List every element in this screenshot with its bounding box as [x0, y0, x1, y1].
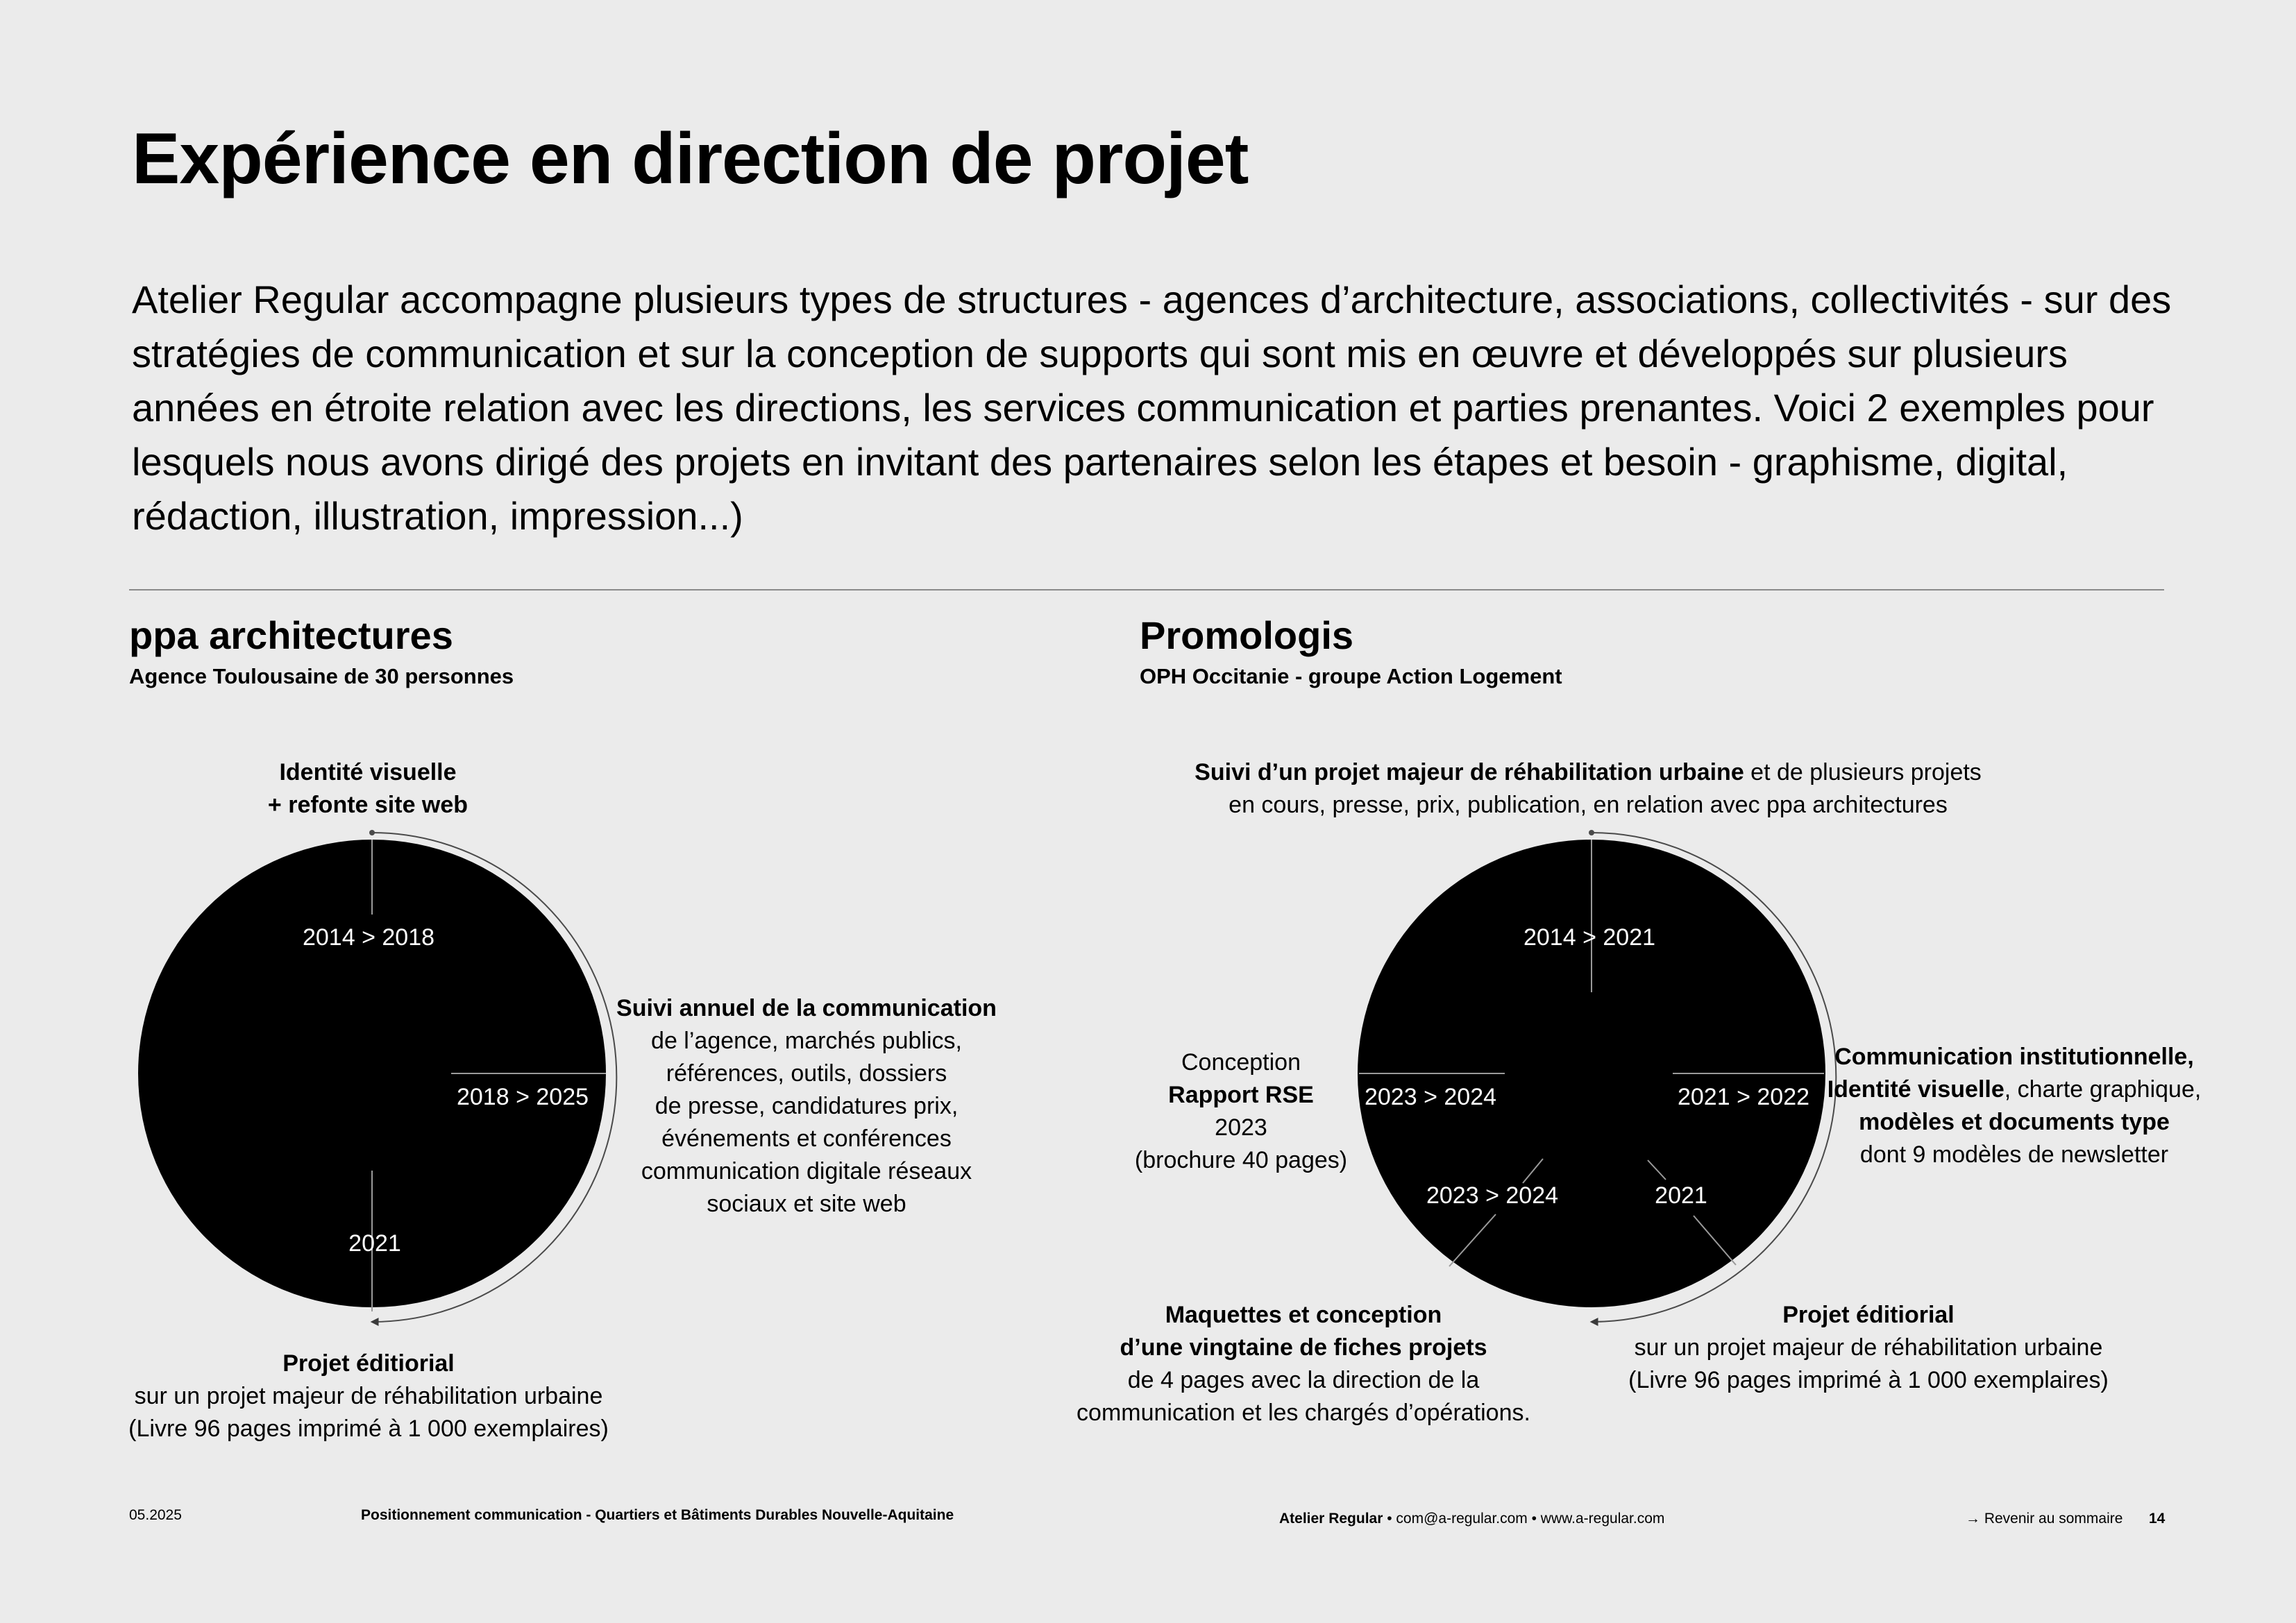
footer-date: 05.2025	[129, 1507, 182, 1523]
ppa-year-bottom: 2021	[348, 1230, 401, 1257]
footer-contact-details: • com@a-regular.com • www.a-regular.com	[1383, 1511, 1665, 1527]
promologis-label-right: Communication institutionnelle, Identité visuelle, charte graphique, modèles et documents type dont 9 modèles de newsletter	[1827, 1044, 2202, 1168]
footer-doc-title: Positionnement communication - Quartiers et Bâtiments Durables Nouvelle-Aquitaine	[361, 1507, 954, 1523]
promologis-title: Promologis	[1140, 613, 1354, 657]
ppa-diagram	[138, 830, 616, 1322]
promologis-diagram	[1358, 830, 1836, 1322]
promologis-year-bottom-left: 2023 > 2024	[1426, 1182, 1559, 1209]
promologis-subtitle: OPH Occitanie - groupe Action Logement	[1140, 664, 1562, 688]
ppa-title: ppa architectures	[129, 613, 453, 657]
promologis-year-bottom-right: 2021	[1655, 1182, 1707, 1209]
intro-paragraph: Atelier Regular accompagne plusieurs types de structures - agences d’architecture, associations, collectivités - sur des stratégies de communication et sur la conception de supports qui sont mis en œuvre et développés sur plusieurs années en étroite relation avec les directions, les services communication et parties prenantes. Voici 2 exemples pour lesquels nous avons dirigé des projets en invitant des partenaires selon les étapes et besoin - graphisme, digital, rédaction, illustration, impression...)	[132, 278, 2172, 538]
page-number: 14	[2149, 1511, 2166, 1527]
ppa-year-top: 2014 > 2018	[302, 924, 435, 951]
promologis-year-left: 2023 > 2024	[1364, 1084, 1497, 1110]
ppa-label-right: Suivi annuel de la communication de l’agence, marchés publics, références, outils, dossiers de presse, candidatures prix, événements et conférences communication digitale réseaux sociaux et site web	[616, 995, 997, 1217]
footer-contact	[1279, 1511, 1664, 1527]
promologis-label-top: Suivi d’un projet majeur de réhabilitation urbaine et de plusieurs projets en cours, presse, prix, publication, en relation avec ppa architectures	[1195, 759, 1982, 818]
ppa-year-right: 2018 > 2025	[456, 1084, 589, 1110]
promologis-label-bottom-right: Projet éditiorial sur un projet majeur de réhabilitation urbaine (Livre 96 pages imprimé à 1 000 exemplaires)	[1628, 1302, 2109, 1393]
back-to-summary-link[interactable]: → Revenir au sommaire	[1966, 1511, 2123, 1527]
ppa-label-bottom: Projet éditiorial sur un projet majeur de réhabilitation urbaine (Livre 96 pages imprimé à 1 000 exemplaires)	[128, 1350, 609, 1442]
promologis-arc-start-dot	[1589, 830, 1594, 835]
footer-studio: Atelier Regular	[1279, 1511, 1383, 1527]
ppa-subtitle: Agence Toulousaine de 30 personnes	[129, 664, 514, 688]
promologis-label-left: Conception Rapport RSE 2023 (brochure 40 pages)	[1134, 1049, 1348, 1173]
promologis-year-right: 2021 > 2022	[1677, 1084, 1810, 1110]
ppa-arc-start-dot	[369, 830, 375, 835]
page-title: Expérience en direction de projet	[132, 119, 1249, 199]
ppa-label-top: Identité visuelle + refonte site web	[267, 759, 469, 818]
promologis-year-top: 2014 > 2021	[1523, 924, 1656, 951]
promologis-label-bottom-left: Maquettes et conception d’une vingtaine de fiches projets de 4 pages avec la direction de la communication et les chargés d’opérations.	[1077, 1302, 1530, 1426]
